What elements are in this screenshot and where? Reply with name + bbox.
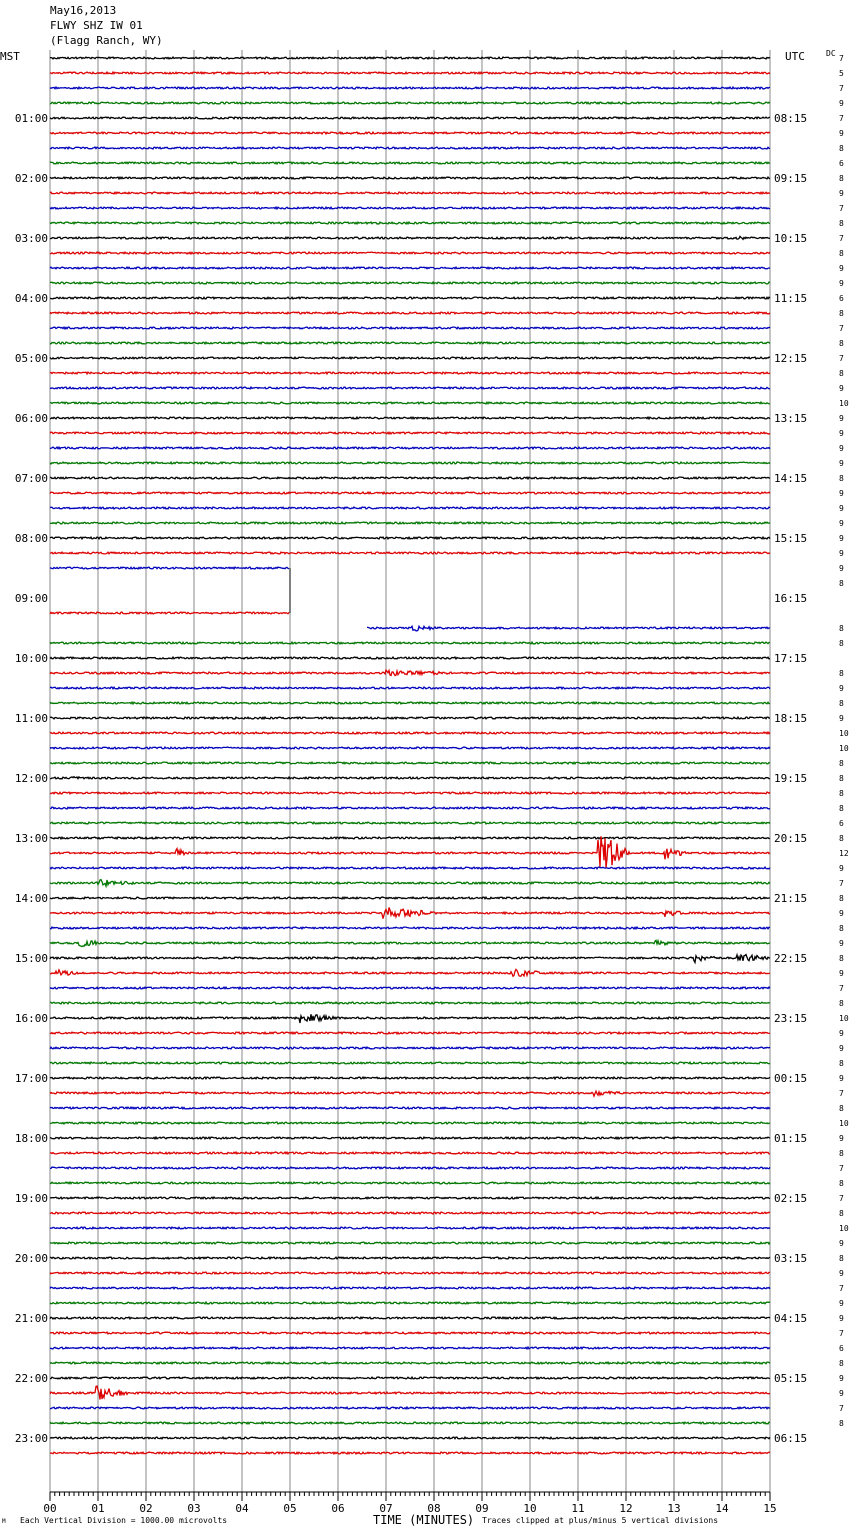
dc-offset-label: 9: [839, 714, 844, 723]
x-tick-label: 02: [139, 1502, 153, 1515]
trace-row: [50, 132, 770, 134]
dc-offset-label: 9: [839, 939, 844, 948]
mst-hour-label: 01:00: [14, 112, 48, 125]
mst-hour-label: 14:00: [14, 892, 48, 905]
trace-row: [50, 1152, 770, 1154]
x-tick-label: 08: [427, 1502, 441, 1515]
trace-row: [50, 1332, 770, 1334]
trace-row: [50, 1062, 770, 1064]
trace-row: [50, 552, 770, 554]
trace-row: [50, 522, 770, 524]
trace-row: [50, 1032, 770, 1034]
utc-hour-label: 10:15: [774, 232, 808, 245]
dc-offset-label: 7: [839, 1284, 844, 1293]
trace-row: [50, 222, 770, 224]
dc-offset-label: 5: [839, 69, 844, 78]
dc-offset-label: 8: [839, 699, 844, 708]
trace-row: [50, 1227, 770, 1229]
dc-offset-label: 8: [839, 669, 844, 678]
trace-row: [50, 670, 770, 676]
trace-row: [50, 940, 770, 946]
trace-row: [50, 1272, 770, 1274]
dc-offset-label: 8: [839, 894, 844, 903]
trace-row: [50, 1002, 770, 1004]
mst-hour-label: 22:00: [14, 1372, 48, 1385]
utc-hour-label: 18:15: [774, 712, 808, 725]
trace-row: [50, 1302, 770, 1304]
trace-row: [50, 312, 770, 314]
dc-offset-label: 9: [839, 1269, 844, 1278]
trace-row: [50, 342, 770, 344]
dc-offset-label: 9: [839, 564, 844, 573]
dc-offset-label: 7: [839, 204, 844, 213]
dc-offset-label: 8: [839, 1359, 844, 1368]
mst-hour-label: 07:00: [14, 472, 48, 485]
mst-hour-label: 10:00: [14, 652, 48, 665]
dc-offset-label: 9: [839, 189, 844, 198]
trace-row: [50, 537, 770, 539]
trace-row: [367, 626, 770, 631]
dc-offset-label: 7: [839, 984, 844, 993]
x-tick-label: 12: [619, 1502, 633, 1515]
utc-hour-label: 14:15: [774, 472, 808, 485]
trace-row: [50, 1077, 770, 1079]
dc-offset-label: 9: [839, 1374, 844, 1383]
trace-row: [50, 702, 770, 704]
dc-offset-label: 8: [839, 774, 844, 783]
dc-offset-label: 8: [839, 339, 844, 348]
trace-row: [50, 72, 770, 74]
dc-offset-label: 9: [839, 1029, 844, 1038]
dc-offset-label: 9: [839, 129, 844, 138]
plot-date: May16,2013: [50, 4, 117, 17]
trace-row: [50, 897, 770, 899]
dc-offset-label: 9: [839, 264, 844, 273]
dc-offset-label: 9: [839, 1134, 844, 1143]
trace-row: [50, 1257, 770, 1259]
trace-row: [50, 836, 770, 868]
trace-row: [50, 1047, 770, 1049]
trace-row: [50, 822, 770, 824]
dc-offset-label: 8: [839, 804, 844, 813]
mst-hour-label: 15:00: [14, 952, 48, 965]
x-tick-label: 03: [187, 1502, 201, 1515]
dc-offset-label: 8: [839, 789, 844, 798]
dc-offset-label: 8: [839, 249, 844, 258]
dc-offset-label: 8: [839, 759, 844, 768]
trace-row: [50, 1137, 770, 1139]
utc-hour-label: 17:15: [774, 652, 808, 665]
dc-offset-label: 8: [839, 474, 844, 483]
utc-hour-label: 22:15: [774, 952, 808, 965]
trace-row: [50, 792, 770, 794]
dc-offset-label: 7: [839, 1089, 844, 1098]
dc-offset-label: 7: [839, 114, 844, 123]
utc-hour-label: 08:15: [774, 112, 808, 125]
trace-row: [50, 642, 770, 644]
trace-row: [50, 57, 770, 59]
scale-note: Each Vertical Division = 1000.00 microvolts: [20, 1516, 228, 1525]
utc-hour-label: 16:15: [774, 592, 808, 605]
trace-row: [50, 657, 770, 659]
trace-row: [50, 432, 770, 434]
utc-hour-label: 02:15: [774, 1192, 808, 1205]
dc-offset-label: 9: [839, 504, 844, 513]
x-tick-label: 01: [91, 1502, 105, 1515]
x-tick-label: 15: [763, 1502, 777, 1515]
dc-offset-label: 9: [839, 489, 844, 498]
x-tick-label: 14: [715, 1502, 729, 1515]
utc-hour-label: 09:15: [774, 172, 808, 185]
mst-hour-label: 21:00: [14, 1312, 48, 1325]
dc-offset-label: 8: [839, 219, 844, 228]
clip-note: Traces clipped at plus/minus 5 vertical divisions: [482, 1516, 719, 1525]
trace-row: [50, 417, 770, 419]
dc-offset-label: 8: [839, 999, 844, 1008]
trace-row: [50, 252, 770, 254]
dc-offset-label: 10: [839, 1119, 849, 1128]
mst-hour-label: 17:00: [14, 1072, 48, 1085]
x-tick-label: 04: [235, 1502, 249, 1515]
trace-row: [50, 192, 770, 194]
trace-row: [50, 1287, 770, 1289]
trace-row: [50, 1107, 770, 1109]
trace-row: [50, 955, 770, 963]
dc-offset-label: 9: [839, 1299, 844, 1308]
trace-row: [50, 747, 770, 749]
mst-hour-label: 11:00: [14, 712, 48, 725]
x-tick-label: 05: [283, 1502, 297, 1515]
mst-hour-label: 12:00: [14, 772, 48, 785]
utc-axis-label: UTC: [785, 50, 805, 63]
dc-offset-label: 9: [839, 384, 844, 393]
trace-row: [50, 762, 770, 764]
dc-offset-label: 9: [839, 1044, 844, 1053]
trace-row: [50, 908, 770, 919]
trace-row: [50, 1422, 770, 1424]
mst-hour-label: 23:00: [14, 1432, 48, 1445]
dc-offset-label: 9: [839, 1239, 844, 1248]
trace-row: [50, 402, 770, 404]
dc-offset-label: 8: [839, 1149, 844, 1158]
trace-row: [50, 1122, 770, 1124]
dc-offset-label: 8: [839, 1059, 844, 1068]
trace-row: [50, 867, 770, 869]
x-tick-label: 10: [523, 1502, 537, 1515]
dc-offset-label: 12: [839, 849, 849, 858]
trace-row: [50, 447, 770, 449]
utc-hour-label: 00:15: [774, 1072, 808, 1085]
dc-offset-label: 8: [839, 624, 844, 633]
dc-offset-label: 8: [839, 924, 844, 933]
trace-row: [50, 1242, 770, 1244]
dc-offset-label: 9: [839, 519, 844, 528]
dc-offset-label: 9: [839, 444, 844, 453]
trace-row: [50, 1317, 770, 1319]
trace-row: [50, 1362, 770, 1364]
trace-row: [50, 177, 770, 179]
trace-row: [50, 1347, 770, 1349]
dc-offset-label: 9: [839, 864, 844, 873]
mst-hour-label: 16:00: [14, 1012, 48, 1025]
trace-row: [50, 117, 770, 119]
utc-hour-label: 04:15: [774, 1312, 808, 1325]
trace-row: [50, 1407, 770, 1409]
dc-offset-label: 9: [839, 429, 844, 438]
dc-offset-label: 9: [839, 534, 844, 543]
trace-row: [50, 1452, 770, 1454]
dc-offset-label: 7: [839, 324, 844, 333]
dc-offset-label: 9: [839, 909, 844, 918]
dc-offset-label: 9: [839, 459, 844, 468]
trace-row: [50, 207, 770, 209]
mst-hour-label: 13:00: [14, 832, 48, 845]
trace-row: [50, 1167, 770, 1169]
mst-hour-label: 20:00: [14, 1252, 48, 1265]
dc-offset-label: 8: [839, 309, 844, 318]
trace-row: [50, 87, 770, 89]
trace-row: [50, 282, 770, 284]
mst-hour-label: 09:00: [14, 592, 48, 605]
mst-hour-label: 02:00: [14, 172, 48, 185]
dc-offset-label: 8: [839, 1104, 844, 1113]
trace-row: [50, 1197, 770, 1199]
dc-offset-label: 7: [839, 1164, 844, 1173]
dc-offset-label: 9: [839, 549, 844, 558]
mst-hour-label: 04:00: [14, 292, 48, 305]
dc-offset-label: 7: [839, 879, 844, 888]
mst-hour-label: 08:00: [14, 532, 48, 545]
dc-offset-label: 7: [839, 234, 844, 243]
trace-row: [50, 1014, 770, 1023]
dc-offset-label: 8: [839, 639, 844, 648]
trace-row: [50, 837, 770, 839]
utc-hour-label: 11:15: [774, 292, 808, 305]
station-name: FLWY SHZ IW 01: [50, 19, 143, 32]
x-tick-label: 13: [667, 1502, 681, 1515]
dc-offset-label: 9: [839, 1389, 844, 1398]
trace-row: [50, 492, 770, 494]
trace-row: [50, 462, 770, 464]
utc-hour-label: 05:15: [774, 1372, 808, 1385]
dc-offset-label: 9: [839, 99, 844, 108]
utc-hour-label: 21:15: [774, 892, 808, 905]
trace-row: [50, 372, 770, 374]
trace-row: [50, 147, 770, 149]
dc-offset-label: 8: [839, 1179, 844, 1188]
trace-row: [50, 1377, 770, 1379]
dc-offset-label: 9: [839, 684, 844, 693]
dc-offset-label: 9: [839, 1314, 844, 1323]
x-tick-label: 07: [379, 1502, 393, 1515]
dc-offset-label: 10: [839, 729, 849, 738]
trace-row: [50, 102, 770, 104]
mst-axis-label: MST: [0, 50, 20, 63]
trace-row: [50, 1182, 770, 1184]
trace-row: [50, 732, 770, 734]
utc-hour-label: 12:15: [774, 352, 808, 365]
mst-hour-label: 19:00: [14, 1192, 48, 1205]
dc-offset-label: 8: [839, 1209, 844, 1218]
trace-row: [50, 880, 770, 887]
dc-offset-label: 7: [839, 84, 844, 93]
x-tick-label: 09: [475, 1502, 489, 1515]
dc-offset-label: 10: [839, 399, 849, 408]
dc-offset-label: 8: [839, 369, 844, 378]
trace-row: [50, 162, 770, 164]
dc-offset-label: 9: [839, 969, 844, 978]
trace-row: [50, 327, 770, 329]
utc-hour-label: 23:15: [774, 1012, 808, 1025]
trace-row: [50, 1386, 770, 1399]
dc-offset-label: 8: [839, 144, 844, 153]
utc-hour-label: 15:15: [774, 532, 808, 545]
dc-offset-label: 8: [839, 579, 844, 588]
dc-offset-label: 6: [839, 159, 844, 168]
trace-row: [50, 236, 770, 239]
x-axis-title: TIME (MINUTES): [373, 1513, 475, 1527]
trace-row: [50, 969, 770, 976]
trace-row: [50, 927, 770, 929]
utc-hour-label: 03:15: [774, 1252, 808, 1265]
station-location: (Flagg Ranch, WY): [50, 34, 163, 47]
trace-row: [50, 807, 770, 809]
x-tick-label: 06: [331, 1502, 345, 1515]
x-tick-label: 00: [43, 1502, 57, 1515]
trace-row: [50, 357, 770, 359]
trace-row: [50, 267, 770, 269]
trace-row: [50, 1091, 770, 1096]
trace-row: [50, 1437, 770, 1439]
trace-row: [50, 777, 770, 779]
trace-row: [50, 612, 770, 614]
dc-offset-label: 10: [839, 1224, 849, 1233]
trace-row: [50, 387, 770, 389]
dc-offset-label: 8: [839, 174, 844, 183]
dc-offset-label: 8: [839, 1419, 844, 1428]
trace-row: [50, 1212, 770, 1214]
utc-hour-label: 20:15: [774, 832, 808, 845]
x-tick-label: 11: [571, 1502, 585, 1515]
utc-hour-label: 06:15: [774, 1432, 808, 1445]
trace-row: [50, 717, 770, 719]
dc-offset-label: 6: [839, 819, 844, 828]
mst-hour-label: 03:00: [14, 232, 48, 245]
corner-mark: M: [2, 1518, 6, 1525]
mst-hour-label: 05:00: [14, 352, 48, 365]
dc-offset-label: 8: [839, 834, 844, 843]
dc-offset-label: 8: [839, 954, 844, 963]
dc-offset-label: 7: [839, 54, 844, 63]
dc-offset-label: 10: [839, 1014, 849, 1023]
trace-row: [50, 477, 770, 479]
dc-offset-label: 7: [839, 354, 844, 363]
utc-hour-label: 13:15: [774, 412, 808, 425]
mst-hour-label: 06:00: [14, 412, 48, 425]
trace-row: [50, 687, 770, 689]
trace-row: [50, 567, 770, 569]
mst-hour-label: 18:00: [14, 1132, 48, 1145]
dc-offset-label: 7: [839, 1404, 844, 1413]
utc-hour-label: 01:15: [774, 1132, 808, 1145]
utc-hour-label: 19:15: [774, 772, 808, 785]
dc-offset-label: 9: [839, 1074, 844, 1083]
dc-offset-label: 10: [839, 744, 849, 753]
dc-offset-label: 6: [839, 294, 844, 303]
trace-row: [50, 987, 770, 989]
trace-row: [50, 297, 770, 299]
dc-offset-label: 6: [839, 1344, 844, 1353]
dc-offset-label: 7: [839, 1329, 844, 1338]
trace-row: [50, 507, 770, 509]
dc-offset-label: 9: [839, 414, 844, 423]
dc-offset-label: 9: [839, 279, 844, 288]
dc-label: DC: [826, 49, 836, 58]
dc-offset-label: 8: [839, 1254, 844, 1263]
dc-offset-label: 7: [839, 1194, 844, 1203]
